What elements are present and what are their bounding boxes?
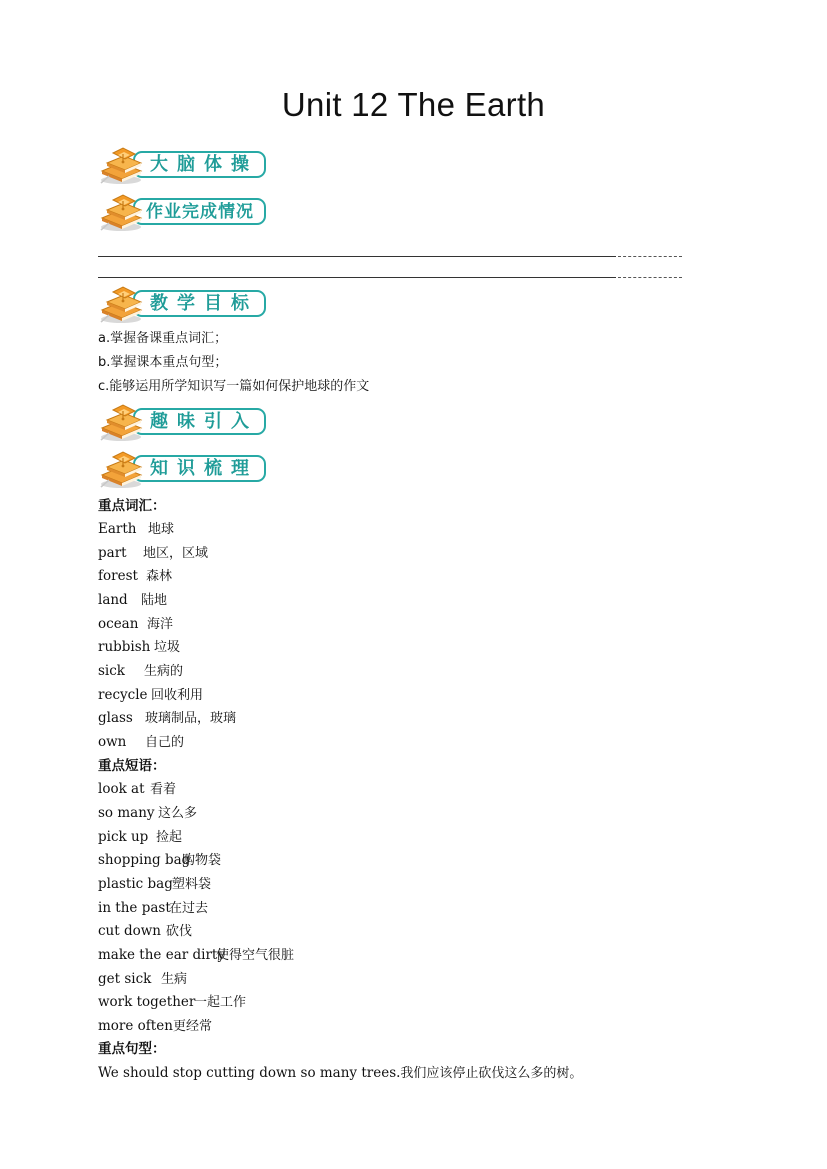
vocab-item [98,520,174,539]
vocab-meaning: 海洋 [147,617,174,632]
phrase-item [98,828,182,847]
phrase-meaning: 在过去 [169,901,209,916]
phrase-text: so many [98,805,155,821]
banner-label: 教学目标 [150,293,258,314]
phrase-text: get sick [98,971,152,987]
vocab-item [98,662,183,681]
section-banner-knowledge [99,449,271,489]
section-banner-objectives [99,284,271,324]
phrase-item [98,804,197,823]
vocab-word: own [98,734,127,750]
vocab-word: Earth [98,521,137,537]
vocab-meaning: 陆地 [141,593,168,608]
vocab-meaning: 生病的 [144,664,184,679]
vocab-word: land [98,592,128,608]
phrase-meaning: 更经常 [173,1019,213,1034]
page-title: Unit 12 The Earth [281,86,546,123]
phrase-item [98,1017,212,1036]
phrase-item [98,993,246,1012]
vocab-word: recycle [98,687,148,703]
books-icon [99,402,147,442]
vocab-meaning: 地球 [148,522,175,537]
objective-item: c.能够运用所学知识写一篇如何保护地球的作文 [98,379,370,394]
vocab-item [98,686,203,705]
phrase-text: make the ear dirty [98,947,225,963]
banner-pill [133,455,266,482]
vocab-item [98,733,184,752]
vocab-meaning: 自己的 [145,735,185,750]
sentence-translation: 我们应该停止砍伐这么多的树。 [400,1066,583,1081]
section-banner-introduction [99,402,271,442]
books-icon [99,192,147,232]
objective-item: a.掌握备课重点词汇； [98,331,228,346]
sentence-item [98,1064,582,1083]
phrase-item [98,851,221,870]
phrase-meaning: 一起工作 [194,995,247,1010]
books-icon [99,145,147,185]
phrase-heading: 重点短语： [98,758,166,774]
phrase-item [98,970,187,989]
vocab-item [98,591,167,610]
phrase-meaning: 捡起 [156,830,183,845]
banner-label: 作业完成情况 [146,202,254,222]
banner-label: 趣味引入 [150,411,258,432]
section-banner-brain-exercise [99,145,271,185]
vocab-meaning: 回收利用 [151,688,204,703]
vocab-item [98,709,236,728]
sentence-text: We should stop cutting down so many trees. [98,1065,401,1081]
phrase-meaning: 看着 [150,782,177,797]
phrase-item [98,922,192,941]
phrase-meaning: 塑料袋 [172,877,212,892]
phrase-text: in the past [98,900,171,916]
phrase-text: pick up [98,829,149,845]
vocab-word: part [98,545,127,561]
books-icon [99,284,147,324]
vocab-item [98,544,208,563]
vocab-heading: 重点词汇： [98,498,166,514]
phrase-meaning: 购物袋 [182,853,222,868]
phrase-meaning: 砍伐 [166,924,193,939]
section-banner-homework [99,192,271,232]
phrase-meaning: 使得空气很脏 [216,948,295,963]
sentence-heading: 重点句型： [98,1041,166,1057]
vocab-item [98,567,172,586]
vocab-word: glass [98,710,133,726]
banner-pill [133,290,266,317]
vocab-item [98,638,180,657]
banner-pill [133,198,266,225]
banner-pill [133,408,266,435]
vocab-item [98,615,173,634]
vocab-word: forest [98,568,138,584]
banner-pill [133,151,266,178]
phrase-text: plastic bag [98,876,173,892]
vocab-meaning: 地区，区域 [143,546,209,561]
vocab-word: rubbish [98,639,151,655]
vocab-word: ocean [98,616,139,632]
vocab-word: sick [98,663,125,679]
vocab-meaning: 森林 [146,569,173,584]
phrase-text: cut down [98,923,161,939]
phrase-text: shopping bag [98,852,191,868]
phrase-item [98,875,211,894]
phrase-meaning: 这么多 [158,806,198,821]
books-icon [99,449,147,489]
phrase-meaning: 生病 [161,972,188,987]
vocab-meaning: 垃圾 [154,640,181,655]
objective-item: b.掌握课本重点句型； [98,355,228,370]
vocab-meaning: 玻璃制品，玻璃 [145,711,237,726]
phrase-item [98,780,176,799]
banner-label: 大脑体操 [150,154,258,175]
phrase-item [98,899,208,918]
phrase-text: work together [98,994,196,1010]
phrase-text: look at [98,781,145,797]
phrase-item [98,946,294,965]
banner-label: 知识梳理 [150,458,258,479]
phrase-text: more often [98,1018,173,1034]
